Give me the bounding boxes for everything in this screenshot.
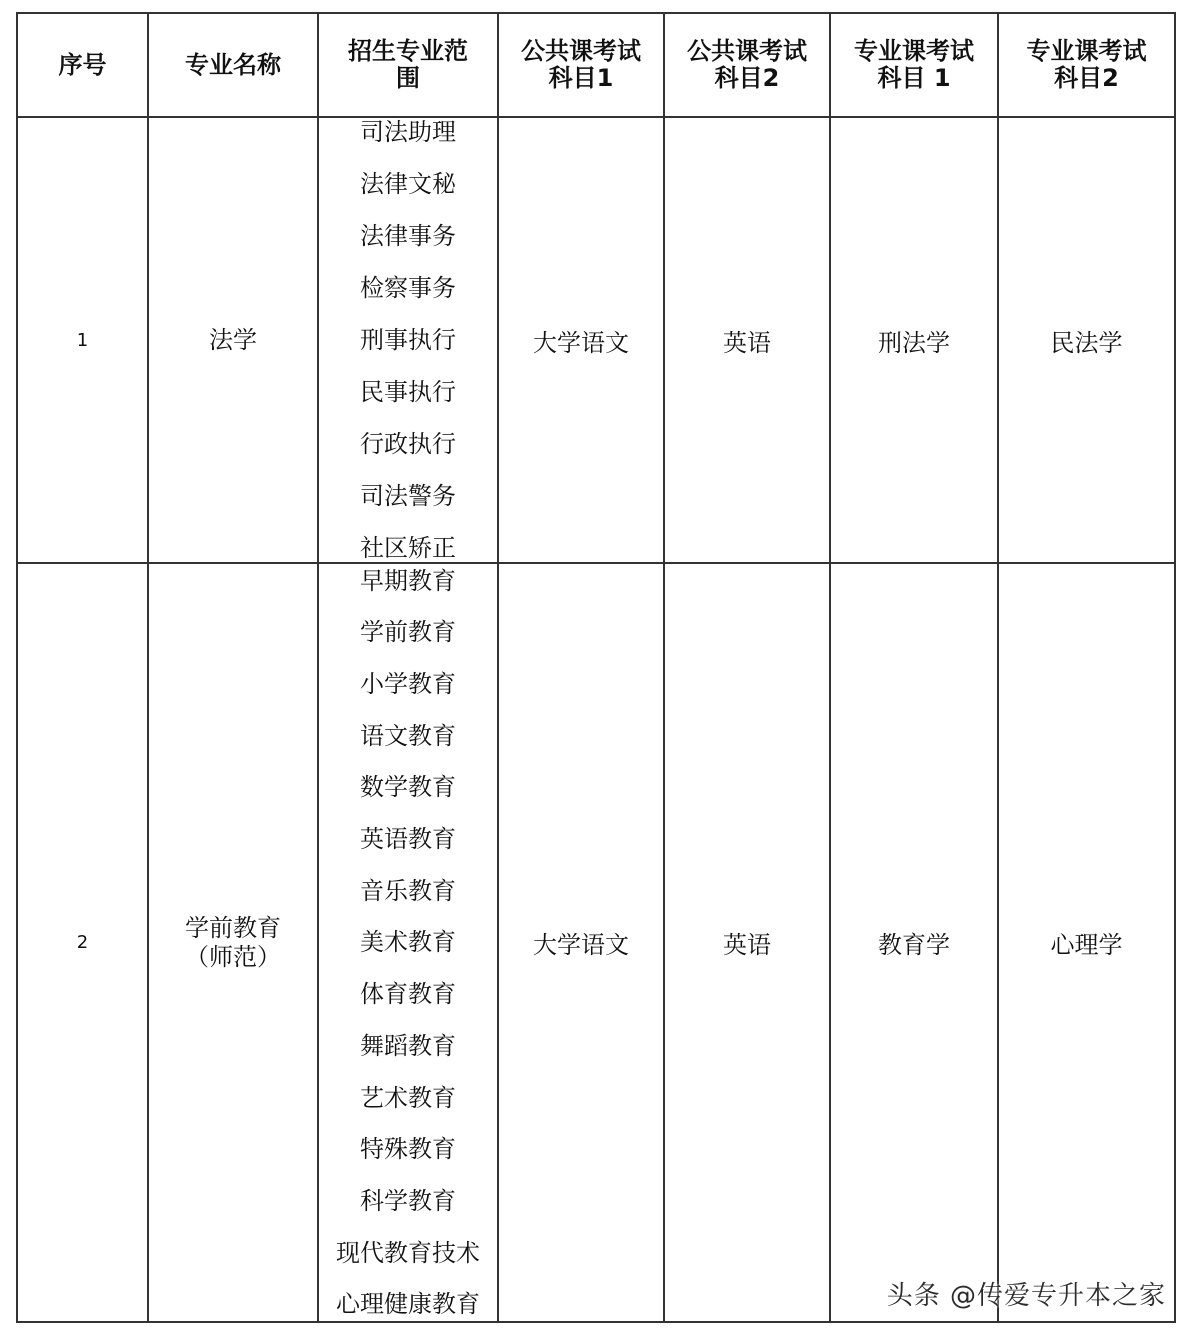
scope-item: 刑事执行 (360, 326, 456, 354)
public-subject-2: 英语 (664, 117, 830, 563)
scope-item: 英语教育 (360, 825, 456, 854)
scope-item: 数学教育 (360, 773, 456, 802)
scope-item: 社区矫正 (360, 534, 456, 562)
scope-item: 司法助理 (360, 118, 456, 146)
scope-item: 学前教育 (360, 618, 456, 647)
professional-subject-1: 教育学 (830, 563, 998, 1322)
scope-item: 司法警务 (360, 482, 456, 510)
enrollment-scope-cell (318, 117, 498, 563)
header-professional-subject-2: 专业课考试 科目2 (998, 13, 1175, 117)
exam-subject-table-container (16, 12, 1174, 1322)
scope-item: 舞蹈教育 (360, 1031, 456, 1060)
public-subject-2: 英语 (664, 563, 830, 1322)
header-major-name: 专业名称 (148, 13, 318, 117)
header-row (17, 13, 1175, 117)
scope-item: 现代教育技术 (336, 1238, 480, 1267)
scope-item: 体育教育 (360, 980, 456, 1009)
scope-item: 心理健康教育 (336, 1290, 480, 1319)
watermark-text: 头条 @传爱专升本之家 (886, 1281, 1166, 1311)
scope-item: 民事执行 (360, 378, 456, 406)
public-subject-1: 大学语文 (498, 117, 664, 563)
exam-subject-table (16, 12, 1176, 1323)
professional-subject-2: 心理学 (998, 563, 1175, 1322)
scope-item: 特殊教育 (360, 1135, 456, 1164)
professional-subject-2: 民法学 (998, 117, 1175, 563)
scope-item: 法律文秘 (360, 170, 456, 198)
enrollment-scope-cell (318, 563, 498, 1322)
public-subject-1: 大学语文 (498, 563, 664, 1322)
table-row (17, 563, 1175, 1322)
scope-item: 早期教育 (360, 566, 456, 595)
major-name: 法学 (148, 117, 318, 563)
scope-item: 美术教育 (360, 928, 456, 957)
scope-item: 语文教育 (360, 721, 456, 750)
row-index: 1 (17, 117, 148, 563)
major-name: 学前教育 （师范） (148, 563, 318, 1322)
professional-subject-1: 刑法学 (830, 117, 998, 563)
enrollment-scope-list (319, 118, 497, 562)
scope-item: 科学教育 (360, 1186, 456, 1215)
scope-item: 行政执行 (360, 430, 456, 458)
header-public-subject-2: 公共课考试 科目2 (664, 13, 830, 117)
header-professional-subject-1: 专业课考试 科目 1 (830, 13, 998, 117)
scope-item: 小学教育 (360, 669, 456, 698)
header-index: 序号 (17, 13, 148, 117)
header-enrollment-scope: 招生专业范 围 (318, 13, 498, 117)
enrollment-scope-list (319, 567, 497, 1319)
header-public-subject-1: 公共课考试 科目1 (498, 13, 664, 117)
scope-item: 检察事务 (360, 274, 456, 302)
scope-item: 艺术教育 (360, 1083, 456, 1112)
table-row (17, 117, 1175, 563)
scope-item: 法律事务 (360, 222, 456, 250)
scope-item: 音乐教育 (360, 876, 456, 905)
row-index: 2 (17, 563, 148, 1322)
